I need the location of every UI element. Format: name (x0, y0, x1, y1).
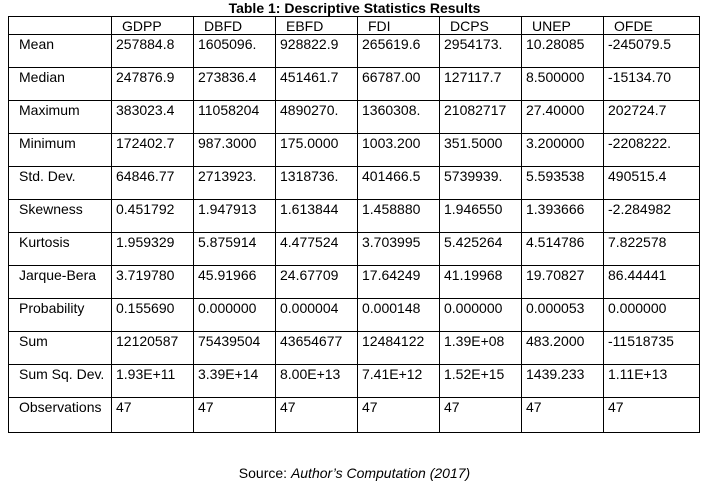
table-cell: 64846.77 (112, 167, 194, 200)
table-cell: 5739939. (440, 167, 522, 200)
table-cell: 12120587 (112, 332, 194, 365)
table-title: Table 1: Descriptive Statistics Results (228, 0, 481, 16)
table-cell: 247876.9 (112, 68, 194, 101)
header-row (9, 17, 700, 35)
table-cell: 1.946550 (440, 200, 522, 233)
table-cell: 3.39E+14 (194, 365, 276, 398)
table-row (9, 101, 700, 134)
table-cell: 928822.9 (276, 35, 358, 68)
column-header: DBFD (194, 17, 276, 35)
table-cell: 0.155690 (112, 299, 194, 332)
row-label: Sum (9, 332, 112, 365)
table-row (9, 332, 700, 365)
row-label: Maximum (9, 101, 112, 134)
source-prefix: Source: (238, 465, 291, 481)
table-cell: 47 (522, 398, 604, 433)
source-note (0, 465, 709, 482)
table-cell: 8.500000 (522, 68, 604, 101)
table-cell: 273836.4 (194, 68, 276, 101)
column-header: OFDE (604, 17, 700, 35)
row-label: Median (9, 68, 112, 101)
table-cell: 257884.8 (112, 35, 194, 68)
table-cell: 47 (112, 398, 194, 433)
table-row (9, 266, 700, 299)
table-cell: 1.93E+11 (112, 365, 194, 398)
column-header: UNEP (522, 17, 604, 35)
table-cell: 0.000000 (440, 299, 522, 332)
source-citation: Author’s Computation (2017) (290, 465, 471, 481)
table-cell: 19.70827 (522, 266, 604, 299)
row-label: Minimum (9, 134, 112, 167)
table-cell: 1003.200 (358, 134, 440, 167)
table-cell: 172402.7 (112, 134, 194, 167)
table-cell: 1.52E+15 (440, 365, 522, 398)
table-cell: 47 (194, 398, 276, 433)
table-cell: 0.000000 (194, 299, 276, 332)
row-label: Skewness (9, 200, 112, 233)
row-label: Mean (9, 35, 112, 68)
table-cell: 2713923. (194, 167, 276, 200)
table-row (9, 299, 700, 332)
table-cell: 47 (358, 398, 440, 433)
table-cell: 7.41E+12 (358, 365, 440, 398)
table-cell: 4.477524 (276, 233, 358, 266)
table-cell: 1.613844 (276, 200, 358, 233)
table-body (9, 17, 700, 433)
row-label: Sum Sq. Dev. (9, 365, 112, 398)
table-cell: 383023.4 (112, 101, 194, 134)
table-cell: 1439.233 (522, 365, 604, 398)
column-header: DCPS (440, 17, 522, 35)
table-cell: 47 (276, 398, 358, 433)
table-cell: 1360308. (358, 101, 440, 134)
table-cell: 0.000000 (604, 299, 700, 332)
table-cell: 1.947913 (194, 200, 276, 233)
row-label: Jarque-Bera (9, 266, 112, 299)
table-cell: 3.719780 (112, 266, 194, 299)
table-cell: 66787.00 (358, 68, 440, 101)
table-cell: 4.514786 (522, 233, 604, 266)
table-cell: 0.000053 (522, 299, 604, 332)
table-cell: 41.19968 (440, 266, 522, 299)
table-cell: 987.3000 (194, 134, 276, 167)
row-label: Std. Dev. (9, 167, 112, 200)
table-cell: 5.593538 (522, 167, 604, 200)
table-cell: 3.200000 (522, 134, 604, 167)
table-cell: 127117.7 (440, 68, 522, 101)
table-cell: 11058204 (194, 101, 276, 134)
table-cell: 451461.7 (276, 68, 358, 101)
table-cell: 1.393666 (522, 200, 604, 233)
table-cell: 1.458880 (358, 200, 440, 233)
table-cell: 483.2000 (522, 332, 604, 365)
table-cell: 24.67709 (276, 266, 358, 299)
table-cell: 351.5000 (440, 134, 522, 167)
table-cell: 202724.7 (604, 101, 700, 134)
table-cell: 0.451792 (112, 200, 194, 233)
table-cell: 1.959329 (112, 233, 194, 266)
table-cell: 43654677 (276, 332, 358, 365)
table-cell: 0.000004 (276, 299, 358, 332)
table-cell: -11518735 (604, 332, 700, 365)
column-header: FDI (358, 17, 440, 35)
table-cell: 1.11E+13 (604, 365, 700, 398)
table-row (9, 365, 700, 398)
row-label: Probability (9, 299, 112, 332)
column-header: GDPP (112, 17, 194, 35)
table-cell: 1605096. (194, 35, 276, 68)
table-row (9, 35, 700, 68)
table-cell: 17.64249 (358, 266, 440, 299)
table-row (9, 233, 700, 266)
table-cell: 45.91966 (194, 266, 276, 299)
table-cell: 10.28085 (522, 35, 604, 68)
table-cell: 401466.5 (358, 167, 440, 200)
table-cell: -2208222. (604, 134, 700, 167)
table-cell: -15134.70 (604, 68, 700, 101)
table-cell: 47 (604, 398, 700, 433)
table-cell: 2954173. (440, 35, 522, 68)
table-cell: 27.40000 (522, 101, 604, 134)
table-cell: 12484122 (358, 332, 440, 365)
table-row (9, 167, 700, 200)
table-cell: 1318736. (276, 167, 358, 200)
table-row (9, 68, 700, 101)
table-cell: 490515.4 (604, 167, 700, 200)
descriptive-statistics-table (8, 16, 700, 433)
table-cell: -245079.5 (604, 35, 700, 68)
table-cell: 265619.6 (358, 35, 440, 68)
column-header: EBFD (276, 17, 358, 35)
table-cell: 75439504 (194, 332, 276, 365)
table-cell: 8.00E+13 (276, 365, 358, 398)
table-cell: 3.703995 (358, 233, 440, 266)
table-cell: 86.44441 (604, 266, 700, 299)
table-row (9, 398, 700, 433)
table-row (9, 200, 700, 233)
table-cell: 7.822578 (604, 233, 700, 266)
table-cell: 175.0000 (276, 134, 358, 167)
table-row (9, 134, 700, 167)
table-cell: 5.425264 (440, 233, 522, 266)
table-cell: -2.284982 (604, 200, 700, 233)
table-cell: 5.875914 (194, 233, 276, 266)
table-cell: 47 (440, 398, 522, 433)
row-label: Observations (9, 398, 112, 433)
table-cell: 1.39E+08 (440, 332, 522, 365)
row-label: Kurtosis (9, 233, 112, 266)
table-cell: 0.000148 (358, 299, 440, 332)
corner-cell (9, 17, 112, 35)
table-cell: 21082717 (440, 101, 522, 134)
table-cell: 4890270. (276, 101, 358, 134)
